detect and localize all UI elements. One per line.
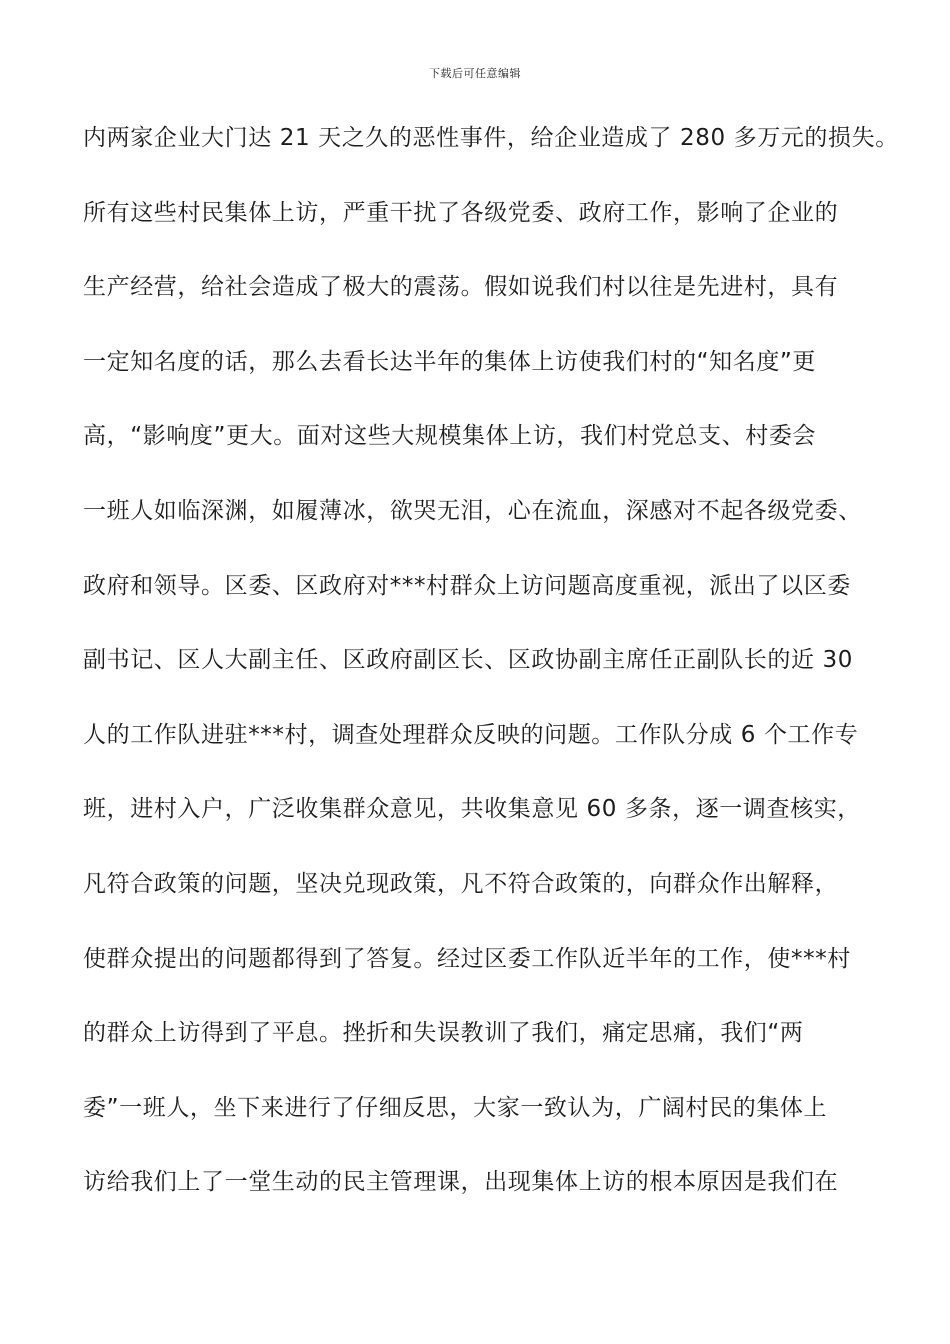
text-line: 内两家企业大门达 21 天之久的恶性事件，给企业造成了 280 多万元的损失。 — [83, 125, 899, 151]
text-line: 政府和领导。区委、区政府对***村群众上访问题高度重视，派出了以区委 — [83, 572, 851, 599]
text-line: 凡符合政策的问题，坚决兑现政策，凡不符合政策的，向群众作出解释， — [83, 870, 839, 897]
text-line: 生产经营，给社会造成了极大的震荡。假如说我们村以往是先进村，具有 — [83, 274, 839, 301]
text-line: 一班人如临深渊，如履薄冰，欲哭无泪，心在流血，深感对不起各级党委、 — [83, 497, 862, 524]
text-line: 一定知名度的话，那么去看长达半年的集体上访使我们村的“知名度”更 — [83, 348, 817, 375]
text-line: 人的工作队进驻***村，调查处理群众反映的问题。工作队分成 6 个工作专 — [83, 721, 859, 748]
text-line: 的群众上访得到了平息。挫折和失误教训了我们，痛定思痛，我们“两 — [83, 1020, 804, 1047]
page-header: 下载后可任意编辑 — [429, 67, 521, 80]
text-line: 所有这些村民集体上访，严重干扰了各级党委、政府工作，影响了企业的 — [83, 199, 839, 226]
text-line: 班，进村入户，广泛收集群众意见，共收集意见 60 多条，逐一调查核实， — [83, 796, 861, 823]
body-text — [83, 116, 899, 1235]
text-line: 访给我们上了一堂生动的民主管理课，出现集体上访的根本原因是我们在 — [83, 1169, 839, 1196]
text-line: 高，“影响度”更大。面对这些大规模集体上访，我们村党总支、村委会 — [83, 423, 817, 450]
text-line: 副书记、区人大副主任、区政府副区长、区政协副主席任正副队长的近 30 — [83, 647, 853, 674]
text-line: 委”一班人，坐下来进行了仔细反思，大家一致认为，广阔村民的集体上 — [83, 1094, 828, 1121]
text-line: 使群众提出的问题都得到了答复。经过区委工作队近半年的工作，使***村 — [83, 945, 851, 972]
